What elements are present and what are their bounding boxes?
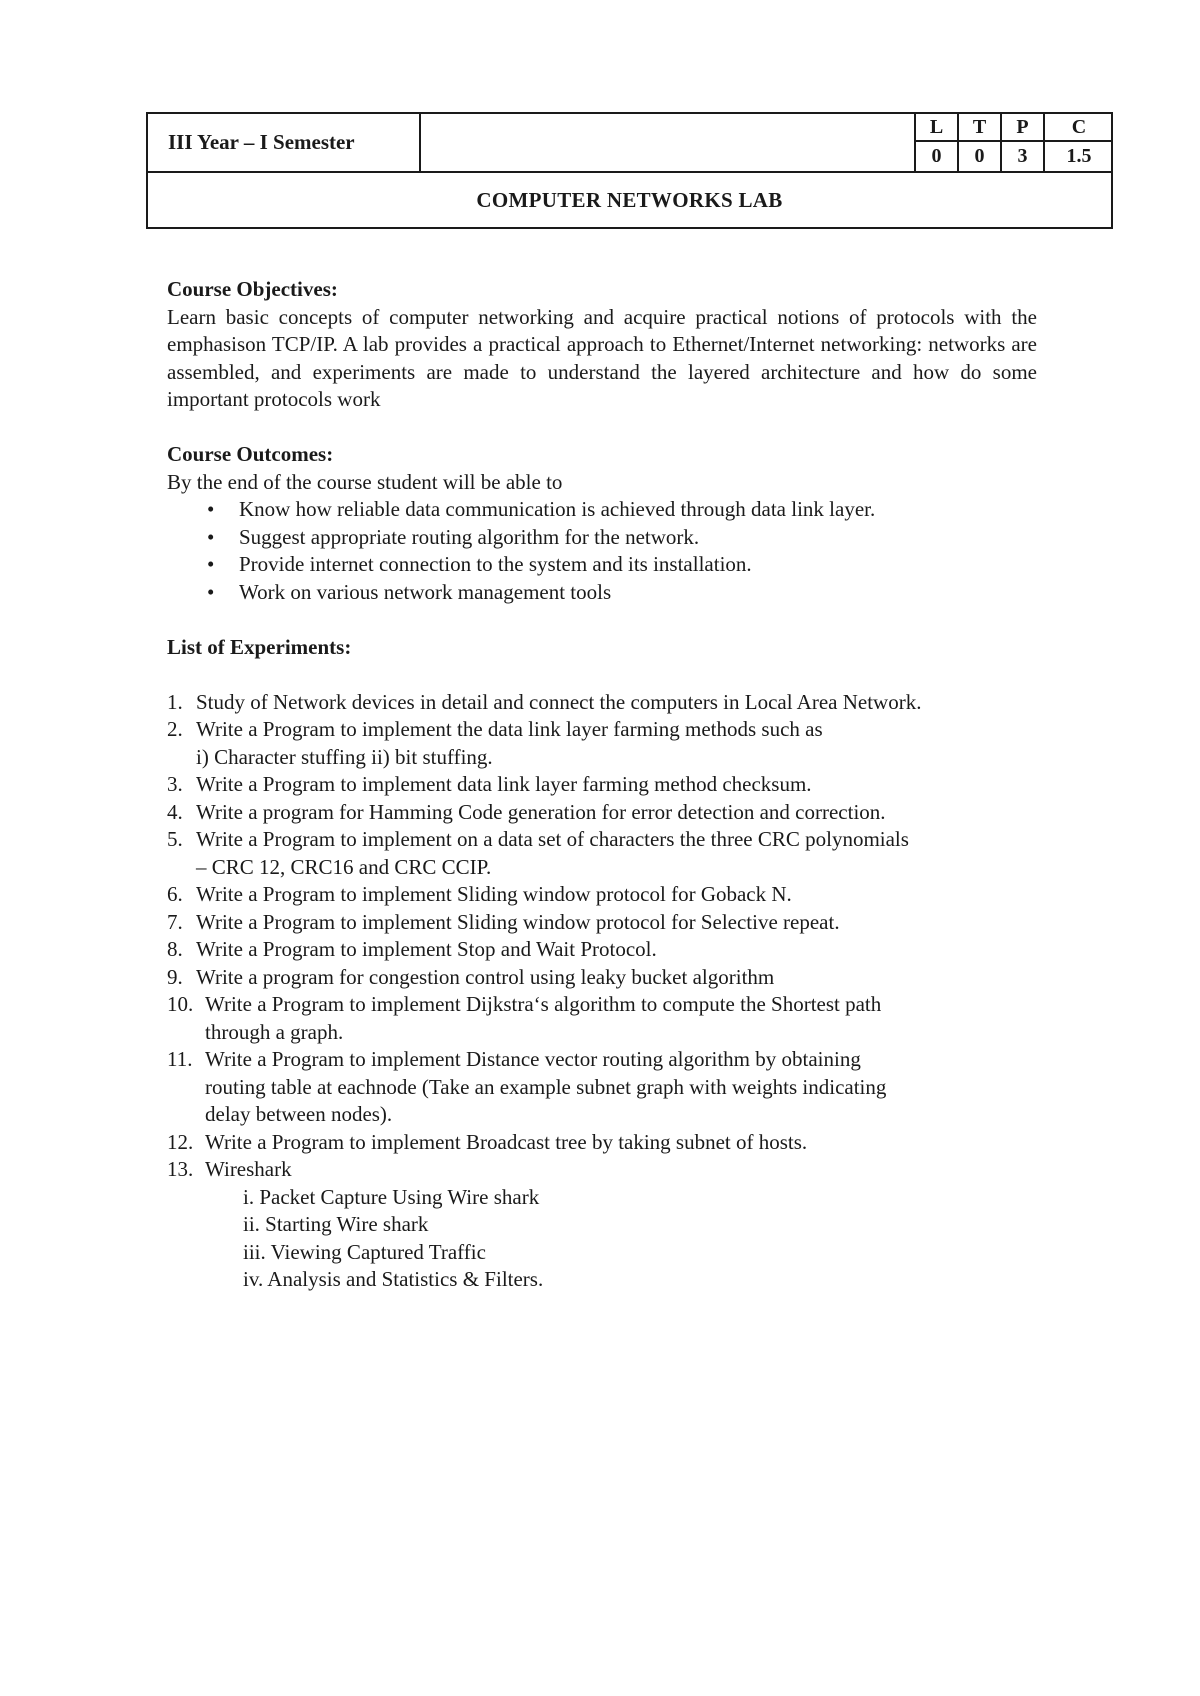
outcomes-heading: Course Outcomes:	[167, 442, 334, 466]
list-item: 4. Write a program for Hamming Code generation for error detection and correction.	[167, 799, 886, 824]
list-item: • Provide internet connection to the system and its installation.	[167, 551, 1037, 579]
list-item: 6. Write a Program to implement Sliding window protocol for Goback N.	[167, 882, 792, 906]
objectives-heading: Course Objectives:	[167, 277, 338, 301]
ltpc-grid	[914, 114, 1113, 173]
list-item: 12. Write a Program to implement Broadcast tree by taking subnet of hosts.	[167, 1129, 808, 1154]
bullet-icon: •	[207, 552, 215, 576]
list-item: • Work on various network management tools	[167, 579, 1037, 607]
list-item: i. Packet Capture Using Wire shark	[243, 1184, 540, 1209]
list-item: 3. Write a Program to implement data link layer farming method checksum.	[167, 772, 812, 796]
list-item: 2. Write a Program to implement the data link layer farming methods such as i) Character stuffing ii) bit stuffing.	[167, 717, 823, 769]
bullet-icon: •	[207, 579, 215, 604]
ltpc-label-c: C	[1045, 114, 1113, 142]
ltpc-label-t: T	[959, 114, 1002, 142]
list-item: 1. Study of Network devices in detail and connect the computers in Local Area Network.	[167, 689, 922, 714]
list-item: 9. Write a program for congestion control using leaky bucket algorithm	[167, 964, 775, 989]
ltpc-label-p: P	[1002, 114, 1045, 142]
wireshark-sublist	[243, 1184, 1037, 1294]
list-item: • Suggest appropriate routing algorithm for the network.	[167, 524, 1037, 552]
list-item: • Know how reliable data communication is achieved through data link layer.	[167, 496, 1037, 524]
ltpc-value-t: 0	[959, 142, 1002, 171]
objectives-text: Learn basic concepts of computer networking and acquire practical notions of protocols with the emphasison TCP/IP. A lab provides a practical approach to Ethernet/Internet networking: networks are assembled, and experiments are made to understand the layered architecture and how do some important protocols work	[167, 304, 1037, 411]
ltpc-value-p: 3	[1002, 142, 1045, 171]
list-item: 5. Write a Program to implement on a data set of characters the three CRC polynomials – CRC 12, CRC16 and CRC CCIP.	[167, 827, 909, 879]
list-item: 11. Write a Program to implement Distance vector routing algorithm by obtaining routing table at eachnode (Take an example subnet graph with weights indicating delay between nodes).	[167, 1047, 887, 1126]
course-header-table	[146, 112, 1113, 229]
syllabus-content	[167, 276, 1037, 1294]
list-item: 7. Write a Program to implement Sliding window protocol for Selective repeat.	[167, 909, 840, 934]
list-item: 10. Write a Program to implement Dijkstra‘s algorithm to compute the Shortest path through a graph.	[167, 992, 882, 1044]
course-title: COMPUTER NETWORKS LAB	[476, 187, 783, 212]
semester-label: III Year – I Semester	[148, 114, 421, 173]
list-item: iii. Viewing Captured Traffic	[243, 1239, 486, 1264]
list-item: 13. Wireshark	[167, 1157, 292, 1181]
list-item: ii. Starting Wire shark	[243, 1212, 429, 1236]
experiments-list	[167, 689, 1037, 1184]
ltpc-value-l: 0	[916, 142, 959, 171]
list-item: iv. Analysis and Statistics & Filters.	[243, 1267, 544, 1291]
ltpc-value-c: 1.5	[1066, 145, 1092, 167]
bullet-icon: •	[207, 524, 215, 549]
outcomes-intro: By the end of the course student will be able to	[167, 469, 563, 494]
experiments-heading: List of Experiments:	[167, 634, 352, 659]
bullet-icon: •	[207, 497, 215, 521]
ltpc-label-l: L	[916, 114, 959, 142]
list-item: 8. Write a Program to implement Stop and Wait Protocol.	[167, 937, 657, 961]
outcomes-list	[167, 496, 1037, 606]
